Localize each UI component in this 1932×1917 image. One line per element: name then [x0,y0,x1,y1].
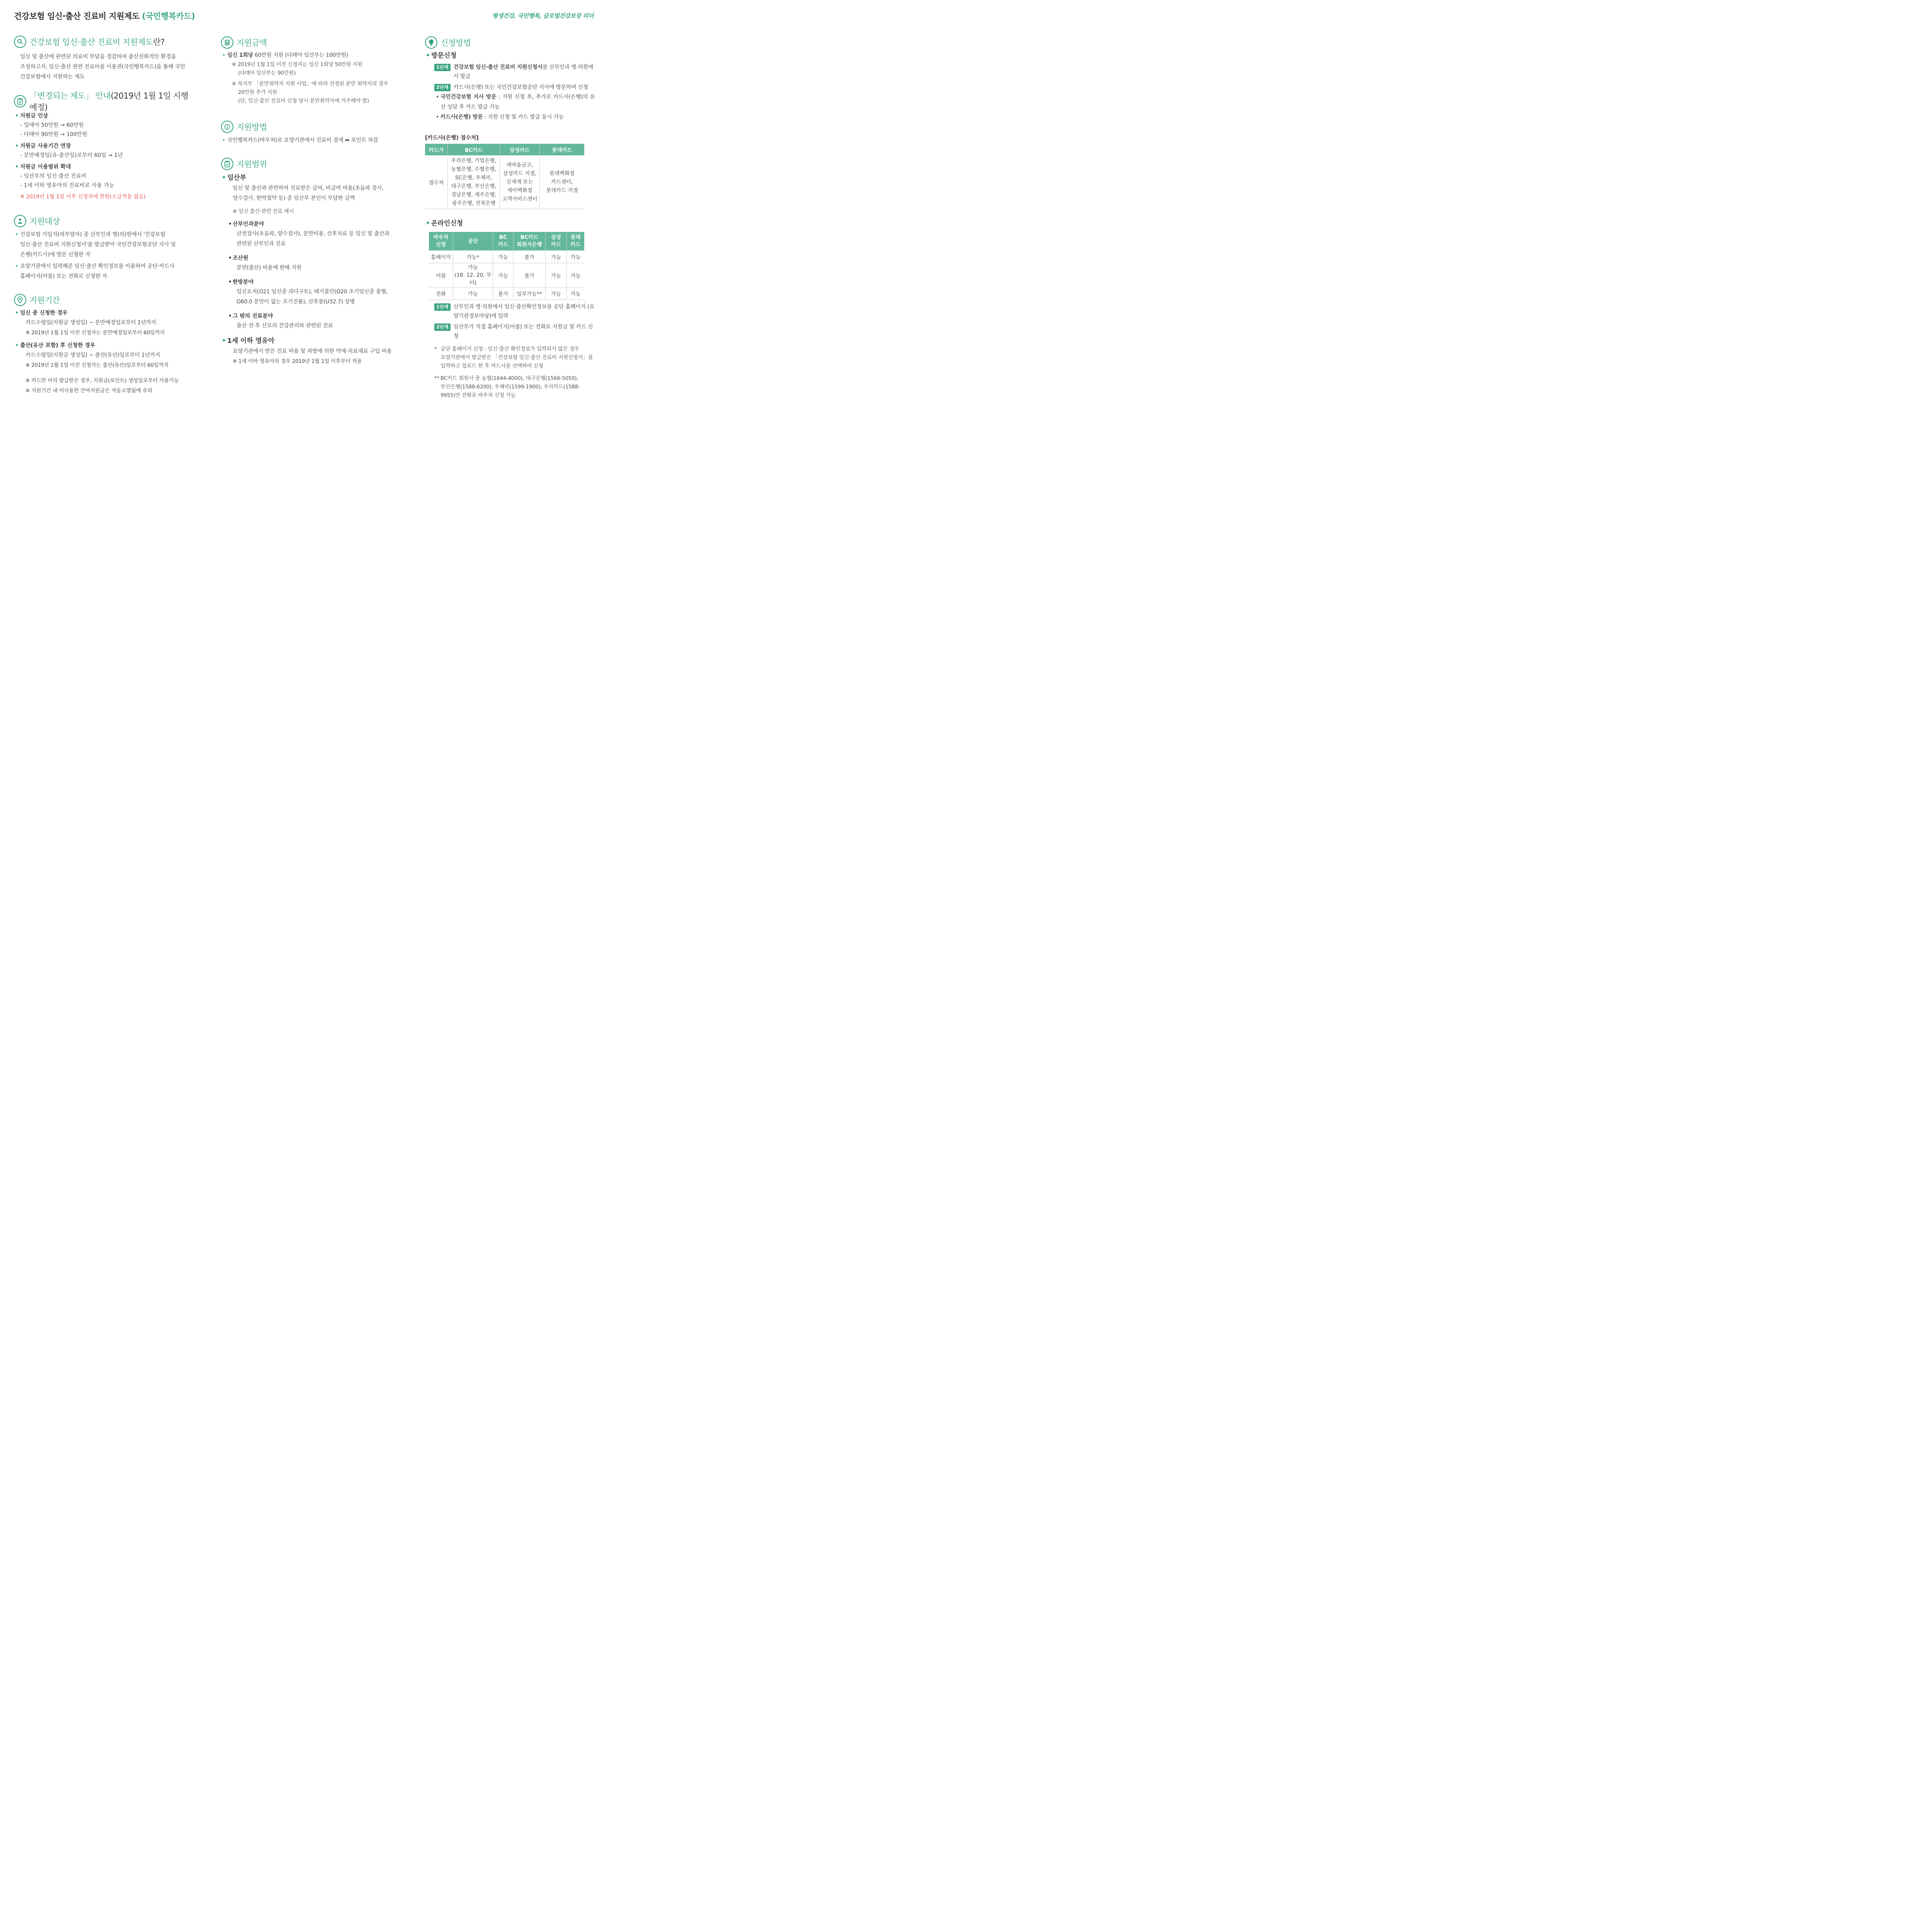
scope-example-title: • 조산원 [221,254,402,263]
scope-example-line: 산전검사(초음파, 양수검사), 분만비용, 산후치료 등 임신 및 출산과 [236,231,389,237]
period-line: 카드수령일(지원금 생성일) ~ 출산(유산)일로부터 1년까지 [26,352,160,358]
footnote-2: ** BC카드 회원사 중 농협(1644-4000), 대구은행(1566-5050), 부산은행(1588-6200), 우체국(1599-1900), 우리카드(1588- 9955)만 전화로 바우처 신청 가능 [434,375,580,398]
period-note: ※ 2019년 1월 1일 이전 신청자는 분만예정일로부터 60일까지 [26,330,165,336]
scope-group-title: • 1세 이하 영유아 [221,335,402,346]
section-period-title: 지원기간 [29,296,60,305]
section-amount [221,36,402,105]
scope-line: 임신 및 출산과 관련하여 진료받은 급여, 비급여 비용(초음파 검사, [233,185,384,191]
period-note: ※ 2019년 1월 1일 이전 신청자는 출산(유산)일로부터 60일까지 [26,362,169,368]
visit-step-2: 2단계 카드사(은행) 또는 국민건강보험공단 지사에 방문하여 신청 [425,83,595,92]
period-line: 카드수령일(지원금 생성일) ~ 분만예정일로부터 1년까지 [26,320,156,326]
info-icon [221,121,233,133]
intro-line: 조성하고자, 임신·출산 관련 진료비를 이용권(국민행복카드)을 통해 국민 [20,64,185,70]
table-header: 공단 [453,232,493,250]
scope-line: 요양기관에서 받은 진료 비용 및 처방에 의한 약제·치료재료 구입 비용 [233,348,392,354]
target-item: • 요양기관에서 입력해준 임신·출산 확인정보를 이용하여 공단·카드사 홈페이지(어플) 또는 전화로 신청한 자 [14,261,195,281]
section-apply-title: 신청방법 [440,38,471,48]
footnote-1: * 공단 홈페이지 신청 : 임신·출산 확인정보가 입력되지 않은 경우 요양기관에서 발급받은 「건강보험 임신·출산 진료비 지원신청서」를 입력하고 업로드 한 후 카드사를 선택하여 신청 [434,346,593,369]
online-step-1: 1단계 산부인과 병·의원에서 임신·출산확인정보를 공단 홈페이지 (요양기관정보마당)에 입력 [425,302,595,321]
section-online [425,218,595,400]
section-target [14,214,195,281]
scope-example-note: ※ 임신 출산·관련 진료 예시 [233,208,294,215]
changes-detail: - 일태아 50만원 → 60만원 [20,122,84,128]
section-scope [221,157,402,366]
section-apply [425,36,595,122]
table-row: 전화 가능 불가 일부가능** 가능 가능 [429,287,584,300]
period-note: ※ 카드만 미리 발급받은 경우, 지원금(포인트) 생성일로부터 사용가능 [26,378,179,384]
intro-line: 건강보험에서 지원하는 제도 [20,74,85,80]
step-tag: 1단계 [434,303,451,311]
page-title-main: 건강보험 임신·출산 진료비 지원제도 [14,12,139,21]
calculator-icon [221,36,233,49]
clipboard-icon [14,95,26,107]
changes-item-title: • 지원금 이용범위 확대 [14,162,195,172]
section-scope-title: 지원범위 [236,160,267,169]
amount-lead: • 임신 1회당 60만원 지원 (다태아 임산부는 100만원) [221,50,402,60]
scope-note: ※ 1세 이하 영유아의 경우 2019년 1월 1일 이후부터 적용 [233,358,362,364]
section-method [221,120,402,145]
table-row-label: 접수처 [425,155,448,209]
page-title [14,10,195,22]
scope-group-title: • 임산부 [221,172,402,183]
table-header: BC 카드 [493,232,514,250]
scope-example-line: O60.0 분만이 없는 조기진통), 산후풍(U32.7) 상병 [236,299,355,305]
scope-example-line: 관련된 산부인과 진료 [236,241,286,247]
period-item-title: • 출산(유산 포함) 후 신청한 경우 [14,341,195,350]
changes-item-title: • 지원금 인상 [14,111,195,121]
visit-sub-2: • 카드사(은행) 방문 : 지원 신청 및 카드 발급 동시 가능 [436,114,564,120]
changes-detail: - 1세 이하 영유아의 진료비로 사용 가능 [20,182,114,189]
table-header: 바우처 신청 [429,232,453,250]
section-period [14,293,195,396]
scope-example-line: 임신오저(O21 임신중 과다구토), 태기불안(O20 초기임신중 출혈, [236,289,388,295]
step-tag: 2단계 [434,323,451,331]
table-header: BC카드 [448,144,500,155]
amount-note: ※ 2019년 1월 1일 이전 신청자는 임신 1회당 50만원 지원 (다태아 임산부는 90만원) [232,61,363,76]
section-intro [14,35,195,82]
step-tag: 1단계 [434,64,451,71]
table-row: 홈페이지 가능* 가능 불가 가능 가능 [429,250,584,263]
table-header: 삼성카드 [500,144,540,155]
checklist-icon [221,158,233,170]
section-card-branches [425,134,595,209]
table-cell: 새마을금고, 삼성카드 지점, 신세계 또는 세이백화점 고객서비스센터 [500,155,540,209]
people-icon [14,215,26,227]
changes-detail: - 다태아 90만원 → 100만원 [20,131,87,138]
visit-sub-1: • 국민건강보험 지사 방문 : 지원 신청 후, 추가로 카드사(은행)의 유선 상담 후 카드 발급 가능 [436,94,595,110]
amount-note: ※ 복지부 「분만취약지 지원 사업」에 따라 선정된 분만 취약지의 경우 20만원 추가 지원 (단, 임신·출산 진료비 신청 당시 분만취약지에 거주해야 함) [232,81,388,104]
section-changes-title: 「변경되는 제도」 안내(2019년 1월 1일 시행 예정) [29,91,189,112]
section-amount-title: 지원금액 [236,38,267,48]
section-method-title: 지원방법 [236,123,267,132]
lightbulb-icon [425,36,437,49]
branches-table [425,144,584,209]
period-note: ※ 지원기간 내 미사용한 잔여지원금은 자동소멸됨에 유의 [26,388,153,394]
period-item-title: • 임신 중 신청한 경우 [14,308,195,318]
scope-line: 양수검사, 한약첩약 등) 중 임산부 본인이 부담한 금액 [233,195,355,201]
table-caption: [카드사(은행) 접수처] [425,135,479,141]
table-cell: 롯데백화점 카드센터, 롯데카드 지점 [540,155,585,209]
table-header: 카드사 [425,144,448,155]
visit-step-1: 1단계 건강보험 임신·출산 진료비 지원신청서를 산부인과 병·의원에서 발급 [425,63,595,81]
section-target-title: 지원대상 [29,217,60,226]
online-step-2: 2단계 임산부가 직접 홈페이지(어플) 또는 전화로 지원금 및 카드 신청 [425,322,595,341]
scope-example-title: • 산부인과분야 [221,220,402,229]
section-intro-title: 건강보험 임신·출산 진료비 지원제도란? [29,37,165,47]
online-title: • 온라인신청 [425,218,595,229]
table-header: 삼성 카드 [546,232,567,250]
section-changes [14,91,195,201]
scope-example-title: • 그 밖의 진료분야 [221,312,402,321]
table-header: 롯데 카드 [567,232,585,250]
target-item: • 건강보험 가입자(피부양자) 중 산부인과 병(의)원에서 '건강보험 임신·출산 진료비 지원신청서'를 발급받아 국민건강보험공단 지사 및 은행(카드사)에 방문 신청한 자 [14,230,195,260]
scope-example-line: 출산 전·후 산모의 건강관리와 관련된 진료 [236,323,333,329]
changes-detail: - 분만예정일(유·출산일)로부터 60일 → 1년 [20,152,123,158]
magnifier-icon [14,36,26,48]
location-pin-icon [14,294,26,306]
table-header: 롯데카드 [540,144,585,155]
changes-note: ※ 2019년 1월 1일 이후 신청자에 한함(소급적용 없음) [20,194,146,200]
scope-example-line: 분만(출산) 비용에 한해 지원 [236,265,302,271]
changes-detail: - 임산부의 임신·출산 진료비 [20,173,87,179]
slogan: 평생건강, 국민행복, 글로벌건강보장 리더 [492,12,594,19]
changes-item-title: • 지원금 사용기간 연장 [14,141,195,151]
method-line: • 국민행복카드(바우처)로 요양기관에서 진료비 결제 ➡ 포인트 차감 [221,135,402,145]
table-cell: 우리은행, 기업은행, 농협은행, 수협은행, SC은행, 우체국, 대구은행, 부산은행, 경남은행, 제주은행, 광주은행, 전북은행 [448,155,500,209]
intro-line: 임신 및 출산에 관련된 의료비 부담을 경감하여 출산친화적인 환경을 [20,54,176,60]
table-row: 어플 가능 (18. 12. 20. 부터) 가능 불가 가능 가능 [429,263,584,287]
visit-title: • 방문신청 [425,50,595,61]
online-table [429,232,584,300]
scope-example-title: • 한방분야 [221,278,402,287]
page-title-sub: (국민행복카드) [142,12,195,21]
table-header: BC카드 회원사은행 [514,232,546,250]
step-tag: 2단계 [434,84,451,91]
